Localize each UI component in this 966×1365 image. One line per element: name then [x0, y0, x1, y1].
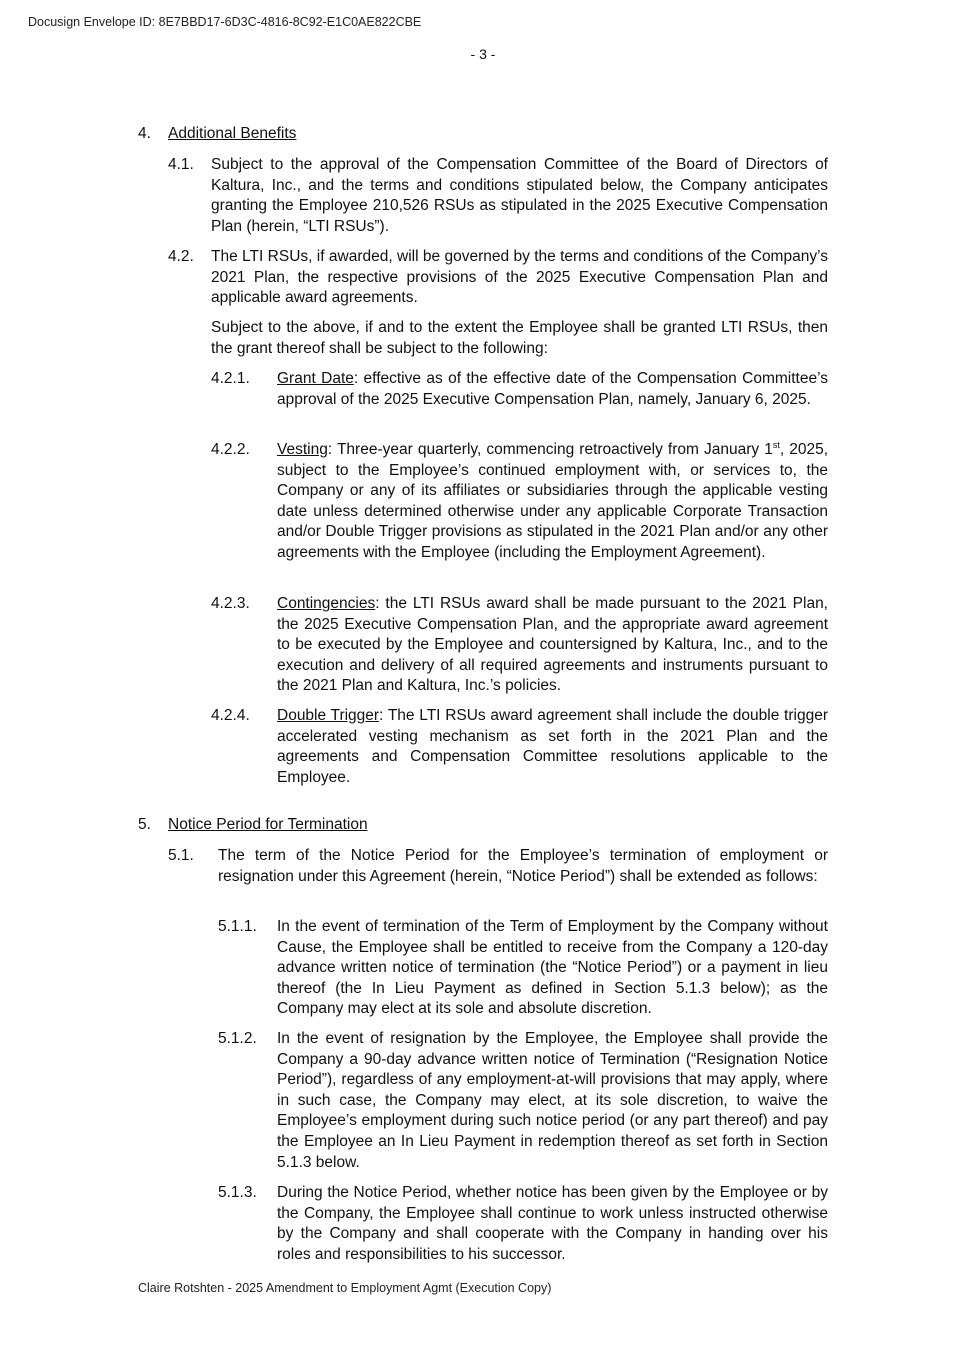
clause-4-2: The LTI RSUs, if awarded, will be governed by the terms and conditions of the Company’s 2021 Plan, the respective provisions of the 2025 Executive Compensation Plan and applicable award agreements.	[211, 248, 828, 307]
clause-4-2-4	[277, 706, 828, 788]
clause-text: : effective as of the effective date of the Compensation Committee’s approval of the 2025 Executive Compensation Plan, namely, January 6, 2025.	[277, 370, 828, 408]
section-number: 5.	[138, 816, 151, 833]
clause-label: Double Trigger	[277, 707, 380, 724]
section-title: Notice Period for Termination	[168, 816, 368, 833]
clause-4-2-2	[277, 440, 828, 564]
clause-number: 4.2.2.	[211, 441, 250, 458]
clause-label: Grant Date	[277, 370, 354, 387]
clause-label: Vesting	[277, 441, 328, 458]
section-title: Additional Benefits	[168, 125, 297, 142]
clause-number: 5.1.	[168, 847, 194, 864]
clause-4-2-1	[277, 369, 828, 410]
clause-text: : The LTI RSUs award agreement shall include the double trigger accelerated vesting mechanism as set forth in the 2021 Plan and the agreements and Compensation Committee resolutions applicable to the Employee.	[277, 707, 828, 786]
footer-text: Claire Rotshten - 2025 Amendment to Employment Agmt (Execution Copy)	[138, 1281, 552, 1295]
clause-text: : Three-year quarterly, commencing retroactively from January 1	[327, 441, 773, 458]
clause-text: : the LTI RSUs award shall be made pursuant to the 2021 Plan, the 2025 Executive Compensation Plan, and the appropriate award agreement to be executed by the Employee and countersigned by Kaltura, Inc., and to the execution and delivery of all required agreements and instruments pursuant to the 2021 Plan and Kaltura, Inc.’s policies.	[277, 595, 828, 695]
clause-5-1-2: In the event of resignation by the Employee, the Employee shall provide the Company a 90-day advance written notice of Termination (“Resignation Notice Period”), regardless of any employment-at-will provisions that may apply, where in such case, the Company may elect, at its sole discretion, to waive the Employee’s employment during such notice period (or any part thereof) and pay the Employee an In Lieu Payment in redemption thereof as set forth in Section 5.1.3 below.	[277, 1030, 828, 1171]
clause-5-1: The term of the Notice Period for the Employee’s termination of employment or resignation under this Agreement (herein, “Notice Period”) shall be extended as follows:	[218, 847, 828, 885]
page-number: - 3 -	[470, 46, 496, 62]
clause-number: 4.2.3.	[211, 595, 250, 612]
clause-text: , 2025, subject to the Employee’s continued employment with, or services to, the Company or any of its affiliates or subsidiaries through the applicable vesting date unless determined otherwise under any applicable Corporate Transaction and/or Double Trigger provisions as stipulated in the 2021 Plan and/or any other agreements with the Employee (including the Employment Agreement).	[277, 441, 829, 561]
clause-5-1-1: In the event of termination of the Term of Employment by the Company without Cause, the Employee shall be entitled to receive from the Company a 120-day advance written notice of termination (the “Notice Period”) or a payment in lieu thereof (the In Lieu Payment as defined in Section 5.1.3 below); as the Company may elect at its sole and absolute discretion.	[277, 918, 828, 1018]
clause-4-2-intro: Subject to the above, if and to the extent the Employee shall be granted LTI RSUs, then the grant thereof shall be subject to the following:	[211, 319, 828, 357]
clause-number: 5.1.1.	[218, 918, 257, 935]
clause-number: 5.1.2.	[218, 1030, 257, 1047]
clause-4-1: Subject to the approval of the Compensation Committee of the Board of Directors of Kaltura, Inc., and the terms and conditions stipulated below, the Company anticipates granting the Employee 210,526 RSUs as stipulated in the 2025 Executive Compensation Plan (herein, “LTI RSUs”).	[211, 156, 828, 235]
clause-label: Contingencies	[277, 595, 376, 612]
clause-number: 4.2.4.	[211, 707, 250, 724]
clause-5-1-3: During the Notice Period, whether notice has been given by the Employee or by the Company, the Employee shall continue to work unless instructed otherwise by the Company and shall cooperate with the Company in handing over his roles and responsibilities to his successor.	[277, 1184, 828, 1263]
envelope-id: Docusign Envelope ID: 8E7BBD17-6D3C-4816-8C92-E1C0AE822CBE	[28, 15, 422, 29]
clause-number: 4.2.	[168, 248, 194, 265]
clause-number: 4.2.1.	[211, 370, 250, 387]
clause-number: 4.1.	[168, 156, 194, 173]
section-number: 4.	[138, 125, 151, 142]
clause-number: 5.1.3.	[218, 1184, 257, 1201]
clause-4-2-3	[277, 594, 828, 697]
ordinal-suffix: st	[772, 439, 780, 450]
